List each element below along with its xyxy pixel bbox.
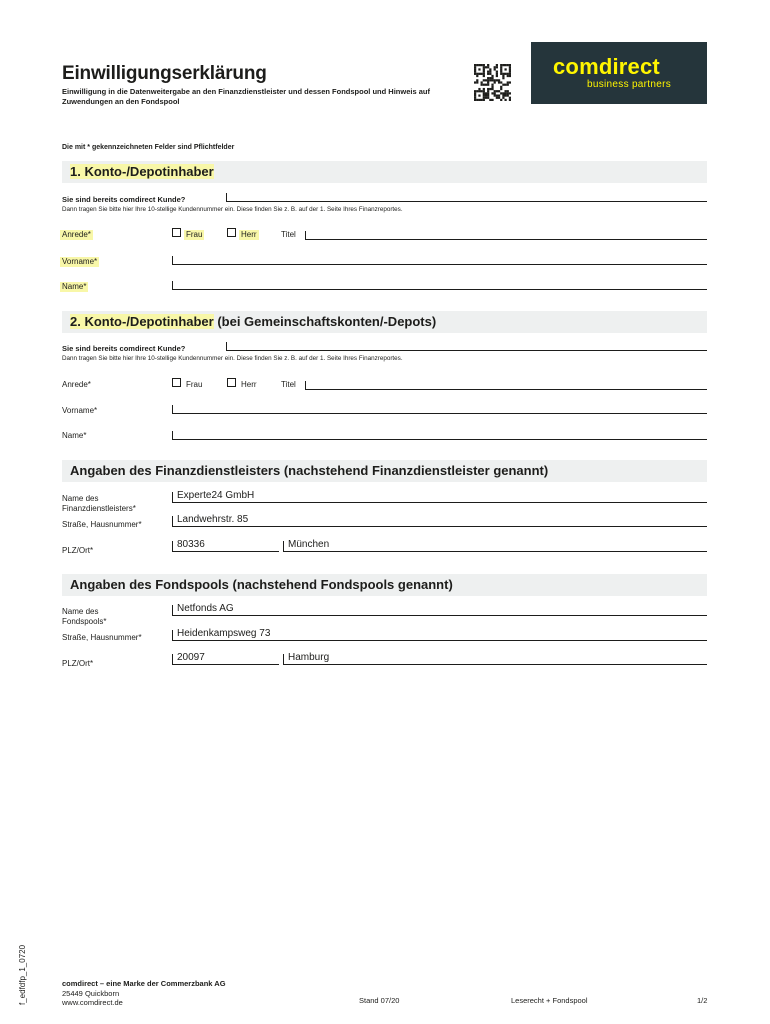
footer-page: 1/2	[697, 996, 708, 1005]
page-title: Einwilligungserklärung	[62, 63, 267, 84]
footer-company: comdirect – eine Marke der Commerzbank AG	[62, 979, 226, 988]
logo-sub: business partners	[587, 79, 672, 90]
section-4-title: Angaben des Fondspools (nachstehend Fondspools genannt)	[70, 577, 453, 592]
fdl-ort-field[interactable]	[283, 541, 707, 552]
herr-label-2: Herr	[241, 380, 257, 389]
frau-checkbox-2[interactable]	[172, 378, 181, 387]
footer-type: Leserecht + Fondspool	[511, 996, 588, 1005]
section-1-title: 1. Konto-/Depotinhaber	[70, 164, 214, 179]
kunde-question-1: Sie sind bereits comdirect Kunde?	[62, 195, 186, 204]
name-label-2: Name*	[62, 431, 87, 440]
fp-strasse-label: Straße, Hausnummer*	[62, 633, 142, 642]
fdl-plz-value: 80336	[177, 539, 205, 550]
kunde-hint-2: Dann tragen Sie bitte hier Ihre 10-stellige Kundennummer ein. Diese finden Sie z. B. auf der 1. Seite Ihres Finanzreportes.	[62, 355, 403, 362]
fdl-name-label-line2: Finanzdienstleisters*	[62, 504, 136, 513]
fp-ort-value: Hamburg	[288, 652, 330, 663]
section-2-header	[62, 311, 707, 333]
fdl-ort-value: München	[288, 539, 330, 550]
fp-ort-field[interactable]	[283, 654, 707, 665]
fdl-strasse-value: Landwehrstr. 85	[177, 514, 249, 525]
kunde-question-2: Sie sind bereits comdirect Kunde?	[62, 344, 186, 353]
vorname-field-2[interactable]	[172, 405, 707, 414]
required-fields-note: Die mit * gekennzeichneten Felder sind Pflichtfelder	[62, 144, 235, 151]
footer-city: 25449 Quickborn	[62, 989, 120, 998]
section-2-title-rest: (bei Gemeinschaftskonten/-Depots)	[213, 314, 437, 329]
vorname-label-2: Vorname*	[62, 406, 98, 415]
fdl-strasse-field[interactable]	[172, 516, 707, 527]
fdl-strasse-label: Straße, Hausnummer*	[62, 520, 142, 529]
section-3-title: Angaben des Finanzdienstleisters (nachstehend Finanzdienstleister genannt)	[70, 463, 549, 478]
fp-name-label-line1: Name des	[62, 607, 99, 616]
name-field-2[interactable]	[172, 431, 707, 440]
name-field-1[interactable]	[172, 281, 707, 290]
titel-label-2: Titel	[281, 380, 296, 389]
qr-code-icon	[474, 64, 511, 101]
kundennummer-field-2[interactable]	[226, 342, 707, 351]
herr-label-1: Herr	[241, 230, 257, 239]
frau-label-2: Frau	[186, 380, 203, 389]
titel-field-1[interactable]	[305, 231, 707, 240]
comdirect-logo	[531, 42, 707, 104]
anrede-label-2: Anrede*	[62, 380, 91, 389]
frau-label-1: Frau	[186, 230, 203, 239]
footer-website: www.comdirect.de	[62, 998, 123, 1007]
section-4-header	[62, 574, 707, 596]
fp-name-field[interactable]	[172, 605, 707, 616]
fp-name-value: Netfonds AG	[177, 603, 234, 614]
fp-plz-label: PLZ/Ort*	[62, 659, 94, 668]
footer-stand: Stand 07/20	[359, 996, 400, 1005]
titel-label-1: Titel	[281, 230, 296, 239]
section-3-header	[62, 460, 707, 482]
anrede-label-1: Anrede*	[62, 230, 91, 239]
fdl-plz-field[interactable]	[172, 541, 279, 552]
fp-plz-value: 20097	[177, 652, 205, 663]
titel-field-2[interactable]	[305, 381, 707, 390]
kunde-hint-1: Dann tragen Sie bitte hier Ihre 10-stellige Kundennummer ein. Diese finden Sie z. B. auf der 1. Seite Ihres Finanzreportes.	[62, 206, 403, 213]
fdl-name-label-line1: Name des	[62, 494, 99, 503]
kundennummer-field-1[interactable]	[226, 193, 707, 202]
fdl-plz-label: PLZ/Ort*	[62, 546, 94, 555]
herr-checkbox-1[interactable]	[227, 228, 236, 237]
form-code: f_edfdfp_1_0720	[18, 944, 27, 1005]
logo-name: comdirect	[553, 54, 660, 79]
frau-checkbox-1[interactable]	[172, 228, 181, 237]
fp-strasse-field[interactable]	[172, 630, 707, 641]
herr-checkbox-2[interactable]	[227, 378, 236, 387]
page-subtitle: Einwilligung in die Datenweitergabe an den Finanzdienstleister und dessen Fondspool und Hinweis auf Zuwendungen an den Fondspool	[62, 87, 430, 106]
fp-strasse-value: Heidenkampsweg 73	[177, 628, 271, 639]
section-2-title-highlight: 2. Konto-/Depotinhaber	[70, 314, 214, 329]
fp-plz-field[interactable]	[172, 654, 279, 665]
fdl-name-value: Experte24 GmbH	[177, 490, 255, 501]
fp-name-label-line2: Fondspools*	[62, 617, 107, 626]
name-label-1: Name*	[62, 282, 87, 291]
vorname-field-1[interactable]	[172, 256, 707, 265]
section-1-header	[62, 161, 707, 183]
fdl-name-field[interactable]	[172, 492, 707, 503]
vorname-label-1: Vorname*	[62, 257, 98, 266]
